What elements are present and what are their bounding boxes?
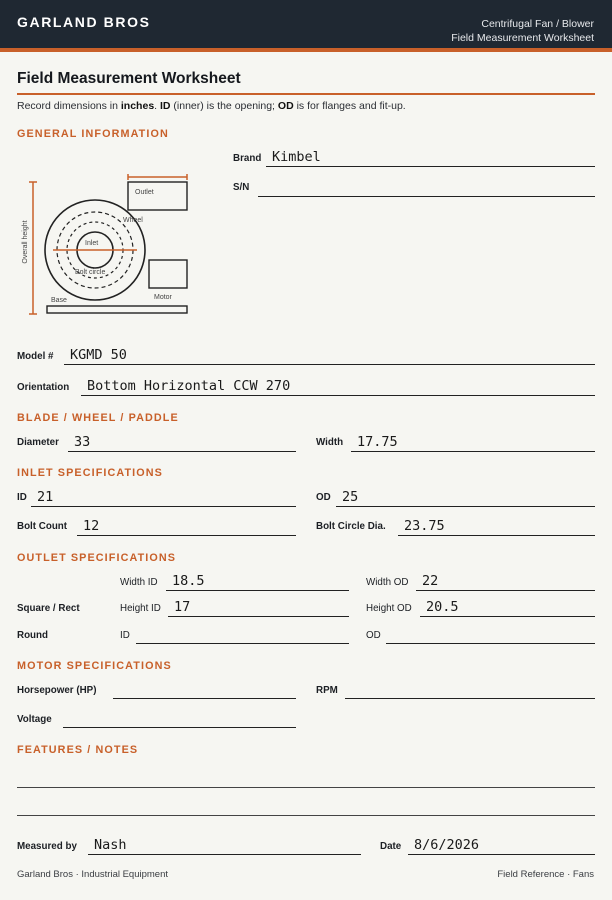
voltage-label: Voltage xyxy=(17,714,52,725)
brand-label: Brand xyxy=(233,153,262,164)
outlet-text: Outlet xyxy=(135,189,154,196)
header-subtitle-line1: Centrifugal Fan / Blower xyxy=(481,18,594,30)
section-blade: BLADE / WHEEL / PADDLE xyxy=(17,412,179,424)
footer-left: Garland Bros · Industrial Equipment xyxy=(17,869,169,880)
blade-width-label: Width xyxy=(316,437,344,448)
outlet-box xyxy=(128,182,187,210)
brand-name: GARLAND BROS xyxy=(17,14,151,30)
bolt-circle-field[interactable] xyxy=(398,516,595,536)
brand-field[interactable] xyxy=(266,147,595,167)
section-features: FEATURES / NOTES xyxy=(17,744,139,756)
notes-line-1[interactable] xyxy=(17,787,595,788)
footer-right: Field Reference · Fans xyxy=(497,869,594,880)
width-id-field[interactable] xyxy=(166,571,349,591)
motor-text: Motor xyxy=(154,294,172,301)
square-rect-label: Square / Rect xyxy=(17,603,80,614)
header-bar xyxy=(0,0,612,52)
section-motor: MOTOR SPECIFICATIONS xyxy=(17,660,172,672)
height-od-value: 20.5 xyxy=(426,599,459,615)
model-value: KGMD 50 xyxy=(70,347,127,363)
width-od-field[interactable] xyxy=(416,571,595,591)
inlet-id-value: 21 xyxy=(37,489,54,505)
base-text: Base xyxy=(51,297,67,304)
model-field[interactable] xyxy=(64,345,595,365)
title-rule xyxy=(17,93,595,95)
section-inlet: INLET SPECIFICATIONS xyxy=(17,467,163,479)
inlet-od-label: OD xyxy=(316,492,331,503)
round-id-label: ID xyxy=(120,630,130,641)
inlet-text: Inlet xyxy=(85,240,99,247)
header-subtitle-line2: Field Measurement Worksheet xyxy=(451,32,594,44)
bolt-count-field[interactable] xyxy=(77,516,296,536)
rpm-field[interactable] xyxy=(345,679,595,699)
fan-diagram xyxy=(17,172,197,320)
round-od-label: OD xyxy=(366,630,381,641)
width-od-label: Width OD xyxy=(366,577,409,588)
height-id-label: Height ID xyxy=(120,603,161,614)
bolt-count-value: 12 xyxy=(83,518,100,534)
date-value: 8/6/2026 xyxy=(414,837,480,853)
round-label: Round xyxy=(17,630,49,641)
notes-line-2[interactable] xyxy=(17,815,595,816)
round-id-field[interactable] xyxy=(136,624,349,644)
brand-value: Kimbel xyxy=(272,149,321,165)
width-od-value: 22 xyxy=(422,573,439,589)
diameter-value: 33 xyxy=(74,434,91,450)
hp-field[interactable] xyxy=(113,679,296,699)
bolt-circle-label: Bolt Circle Dia. xyxy=(316,521,386,532)
bolt-count-label: Bolt Count xyxy=(17,521,68,532)
inlet-id-field[interactable] xyxy=(31,487,296,507)
bolt-circle-value: 23.75 xyxy=(404,518,445,534)
section-general: GENERAL INFORMATION xyxy=(17,128,169,140)
sn-field[interactable] xyxy=(258,177,595,197)
header-subtitle xyxy=(451,17,594,45)
date-label: Date xyxy=(380,841,402,852)
width-id-value: 18.5 xyxy=(172,573,205,589)
height-id-field[interactable] xyxy=(168,597,349,617)
inlet-id-label: ID xyxy=(17,492,27,503)
model-label: Model # xyxy=(17,351,54,362)
height-od-field[interactable] xyxy=(420,597,595,617)
motor-box xyxy=(149,260,187,288)
orientation-label: Orientation xyxy=(17,382,70,393)
measured-by-label: Measured by xyxy=(17,841,77,852)
intro-text: Record dimensions in inches. ID (inner) is the opening; OD is for flanges and fit-up. xyxy=(17,100,406,112)
date-field[interactable] xyxy=(408,835,595,855)
inlet-od-value: 25 xyxy=(342,489,359,505)
measured-by-value: Nash xyxy=(94,837,127,853)
measured-by-field[interactable] xyxy=(88,835,361,855)
section-outlet: OUTLET SPECIFICATIONS xyxy=(17,552,177,564)
voltage-field[interactable] xyxy=(63,708,296,728)
sn-label: S/N xyxy=(233,182,250,193)
inlet-od-field[interactable] xyxy=(336,487,595,507)
hp-label: Horsepower (HP) xyxy=(17,685,97,696)
rpm-label: RPM xyxy=(316,685,338,696)
page-title: Field Measurement Worksheet xyxy=(17,70,241,87)
base-box xyxy=(47,306,187,313)
width-id-label: Width ID xyxy=(120,577,158,588)
round-od-field[interactable] xyxy=(386,624,595,644)
wheel-text: Wheel xyxy=(123,217,143,224)
diameter-field[interactable] xyxy=(68,432,296,452)
diameter-label: Diameter xyxy=(17,437,59,448)
blade-width-value: 17.75 xyxy=(357,434,398,450)
overall-height-text: Overall height xyxy=(22,220,29,264)
blade-width-field[interactable] xyxy=(351,432,595,452)
height-id-value: 17 xyxy=(174,599,191,615)
bolt-circle-text: Bolt circle xyxy=(75,269,106,276)
orientation-field[interactable] xyxy=(81,376,595,396)
orientation-value: Bottom Horizontal CCW 270 xyxy=(87,378,291,394)
height-od-label: Height OD xyxy=(366,603,412,614)
